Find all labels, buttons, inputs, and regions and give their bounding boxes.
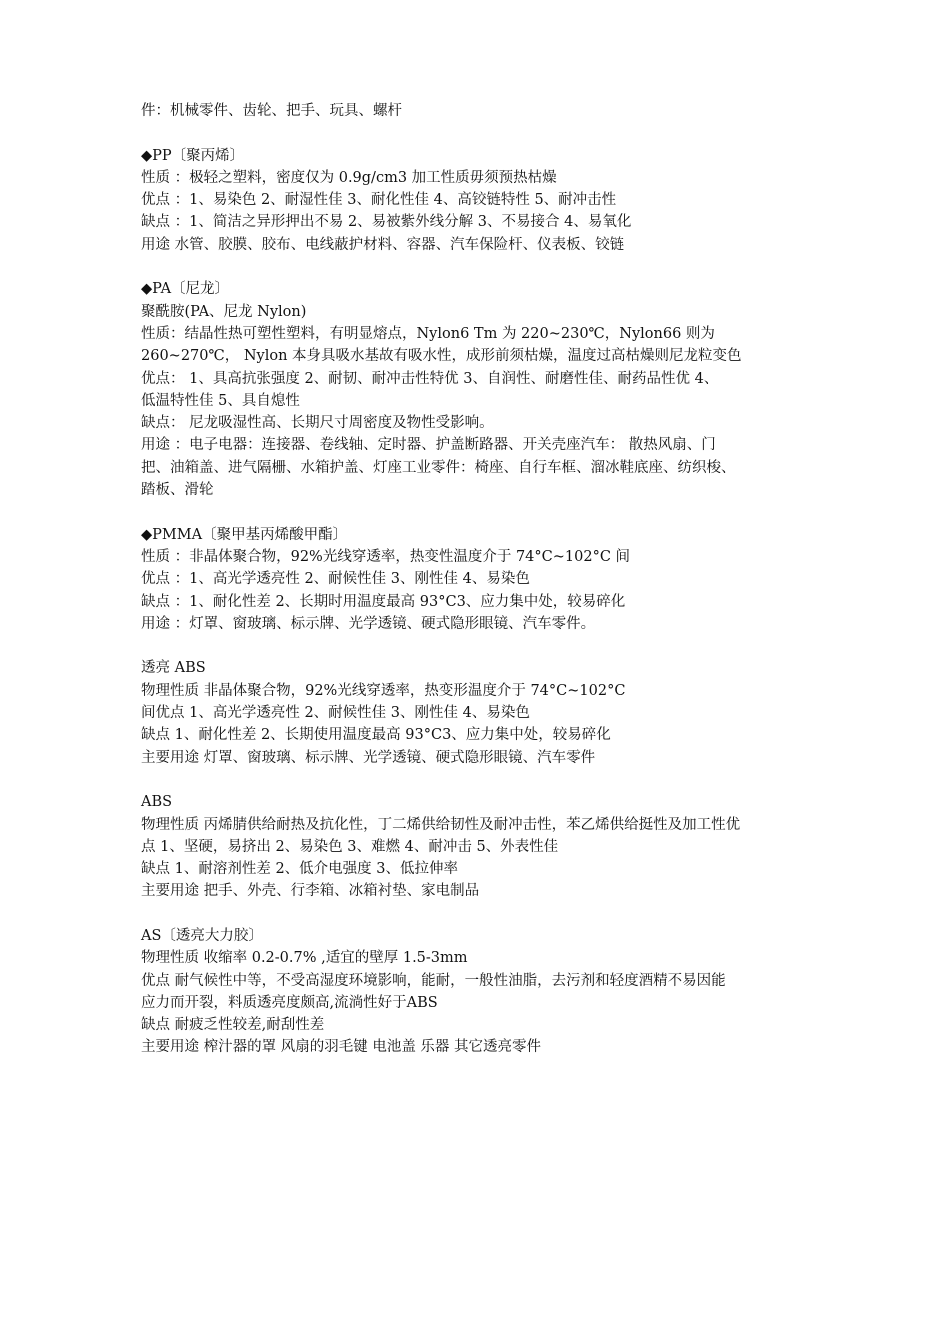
intro-line: 件：机械零件、齿轮、把手、玩具、螺杆 [141,103,402,119]
spacer [141,769,821,791]
as-line: 物理性质 收缩率 0.2-0.7% ,适宜的壁厚 1.5-3mm [141,950,468,967]
abs-line: 物理性质 丙烯腈供给耐热及抗化性，丁二烯供给韧性及耐冲击性，苯乙烯供给挺性及加工性优 [141,816,741,833]
as-line: 缺点 耐疲乏性较差,耐刮性差 [141,1017,325,1034]
pa-line: 用途 ：电子电器：连接器、卷线轴、定时器、护盖断路器、开关壳座汽车： 散热风扇、门 [141,437,716,454]
clear-abs-line: 间优点 1、高光学透亮性 2、耐候性佳 3、刚性佳 4、易染色 [141,705,530,722]
section-clear-abs [141,657,821,768]
section-pmma [141,524,821,635]
spacer [141,256,821,278]
clear-abs-line: 缺点 1、耐化性差 2、长期使用温度最高 93°C3、应力集中处，较易碎化 [141,727,611,744]
pmma-line: 用途 ：灯罩、窗玻璃、标示牌、光学透镜、硬式隐形眼镜、汽车零件。 [141,615,596,632]
section-as [141,925,821,1059]
pp-disadvantages: 缺点 ：1、简洁之异形押出不易 2、易被紫外线分解 3、不易接合 4、易氧化 [141,214,632,231]
section-pp [141,145,821,256]
section-heading-pp: ◆PP〔聚丙烯〕 [141,147,245,164]
as-line: 主要用途 榨汁器的罩 风扇的羽毛键 电池盖 乐器 其它透亮零件 [141,1039,542,1056]
spacer [141,903,821,925]
pa-line: 聚酰胺(PA、尼龙 Nylon) [141,303,307,320]
pp-advantages: 优点 ：1、易染色 2、耐湿性佳 3、耐化性佳 4、高铰链特性 5、耐冲击性 [141,192,617,209]
pa-line: 性质：结晶性热可塑性塑料，有明显熔点，Nylon6 Tm 为 220~230℃，Nylon66 则为 [141,325,715,342]
section-heading-clear-abs: 透亮 ABS [141,660,206,677]
pa-line: 把、油箱盖、进气隔栅、水箱护盖、灯座工业零件：椅座、自行车框、溜冰鞋底座、纺织梭、 [141,459,736,476]
spacer [141,635,821,657]
abs-line: 点 1、坚硬，易挤出 2、易染色 3、难燃 4、耐冲击 5、外表性佳 [141,838,559,855]
pa-line: 踏板、滑轮 [141,482,214,499]
section-abs [141,791,821,902]
clear-abs-line: 主要用途 灯罩、窗玻璃、标示牌、光学透镜、硬式隐形眼镜、汽车零件 [141,749,596,766]
pa-line: 优点： 1、具高抗张强度 2、耐韧、耐冲击性特优 3、自润性、耐磨性佳、耐药品性优 4、 [141,370,719,387]
section-heading-abs: ABS [141,794,173,811]
spacer [141,501,821,523]
section-pa [141,278,821,501]
pa-line: 260~270℃， Nylon 本身具吸水基故有吸水性，成形前须枯燥，温度过高枯燥则尼龙粒变色 [141,348,742,365]
section-heading-as: AS〔透亮大力胶〕 [141,927,263,944]
pp-uses: 用途 水管、胶膜、胶布、电线蔽护材料、容器、汽车保险杆、仪表板、铰链 [141,236,625,253]
section-heading-pa: ◆PA〔尼龙〕 [141,281,230,298]
abs-line: 主要用途 把手、外壳、行李箱、冰箱衬垫、家电制品 [141,883,480,900]
abs-line: 缺点 1、耐溶剂性差 2、低介电强度 3、低拉伸率 [141,861,459,878]
pa-line: 缺点： 尼龙吸湿性高、长期尺寸周密度及物性受影响。 [141,415,494,432]
pa-line: 低温特性佳 5、具自熄性 [141,392,300,409]
as-line: 应力而开裂，料质透亮度颇高,流淌性好于ABS [141,994,438,1011]
pmma-line: 性质 ：非晶体聚合物，92%光线穿透率，热变性温度介于 74°C~102°C 间 [141,548,631,565]
clear-abs-line: 物理性质 非晶体聚合物，92%光线穿透率，热变形温度介于 74°C~102°C [141,682,626,699]
spacer [141,122,821,144]
pmma-line: 优点 ：1、高光学透亮性 2、耐候性佳 3、刚性佳 4、易染色 [141,571,530,588]
document-page [141,100,821,1059]
section-heading-pmma: ◆PMMA〔聚甲基丙烯酸甲酯〕 [141,526,348,543]
pmma-line: 缺点 ：1、耐化性差 2、长期时用温度最高 93°C3、应力集中处，较易碎化 [141,593,626,610]
as-line: 优点 耐气候性中等，不受高湿度环境影响，能耐，一般性油脂，去污剂和轻度酒精不易因能 [141,972,726,989]
pp-property: 性质 ：极轻之塑料，密度仅为 0.9g/cm3 加工性质毋须预热枯燥 [141,169,557,186]
